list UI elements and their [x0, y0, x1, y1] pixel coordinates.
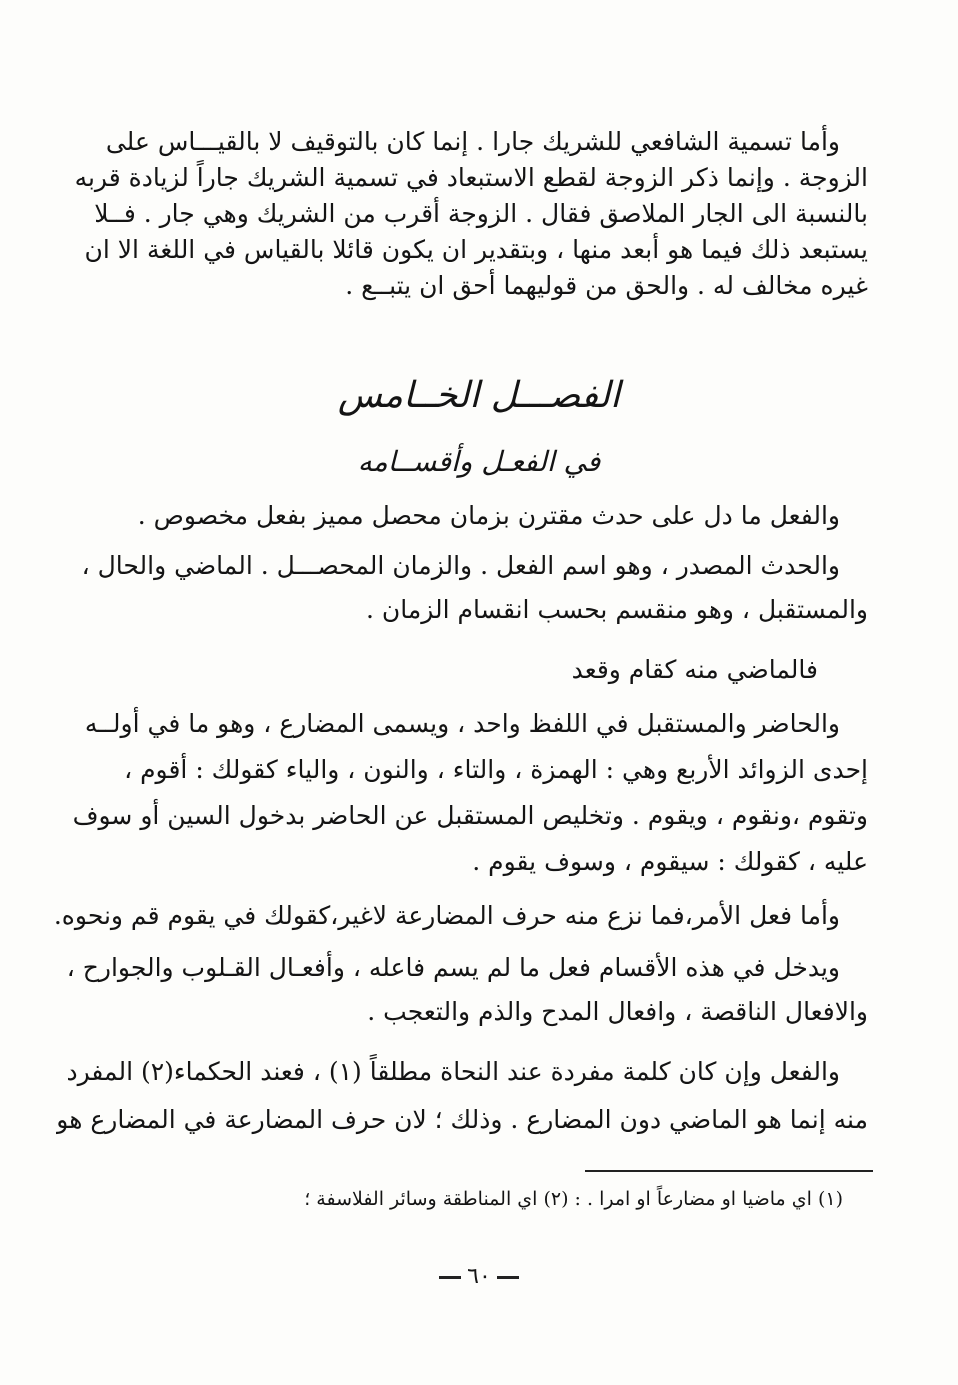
page-number-value: ٦٠	[467, 1264, 491, 1289]
chapter-title: الفصـــل الخــامس	[337, 375, 621, 416]
includes-line-1: ويدخل في هذه الأقسام فعل ما لم يسم فاعله ، وأفعـال القـلوب والجوارح ،	[66, 953, 840, 982]
hadath-line-2: والمستقبل ، وهو منقسم بحسب انقسام الزمان .	[365, 595, 868, 624]
present-line-3: وتقوم ،ونقوم ، ويقوم . وتخليص المستقبل عن الحاضر بدخول السين أو سوف	[72, 801, 868, 830]
imperative-line: وأما فعل الأمر،فما نزع منه حرف المضارعة لاغير،كقولك في يقوم قم ونحوه.	[53, 901, 840, 930]
philosophers-line-2: منه إنما هو الماضي دون المضارع . وذلك ؛ لان حرف المضارعة في المضارع هو	[56, 1105, 868, 1134]
page-number	[0, 1262, 958, 1292]
philosophers-line-1: والفعل وإن كان كلمة مفردة عند النحاة مطلقاً (١) ، فعند الحكماء(٢) المفرد	[66, 1057, 840, 1086]
present-line-2: إحدى الزوائد الأربع وهي : الهمزة ، والتاء ، والنون ، والياء كقولك : أقوم ،	[124, 755, 868, 784]
footnote-text: (١) اي ماضيا او مضارعاً او امرا . : (٢) اي المناطقة وسائر الفلاسفة ؛	[304, 1188, 843, 1210]
intro-line-1: وأما تسمية الشافعي للشريك جارا . إنما كان بالتوقيف لا بالقيـــاس على	[105, 127, 840, 156]
present-line-4: عليه ، كقولك : سيقوم ، وسوف يقوم .	[472, 847, 868, 876]
footnote-divider	[585, 1170, 873, 1172]
intro-line-4: يستبعد ذلك فيما هو أبعد منها ، وبتقدير ان يكون قائلا بالقياس في اللغة الا ان	[84, 235, 868, 264]
definition-line: والفعل ما دل على حدث مقترن بزمان محصل مميز بفعل مخصوص .	[137, 501, 840, 530]
present-line-1: والحاضر والمستقبل في اللفظ واحد ، ويسمى المضارع ، وهو ما في أولــه	[84, 709, 840, 738]
past-example-line: فالماضي منه كقام وقعد	[571, 655, 818, 684]
hadath-line-1: والحدث المصدر ، وهو اسم الفعل . والزمان المحصـــل . الماضي والحال ،	[81, 551, 840, 580]
intro-line-5: غيره مخالف له . والحق من قوليهما أحق ان يتبــع .	[345, 271, 868, 300]
intro-line-3: بالنسبة الى الجار الملاصق فقال . الزوجة أقرب من الشريك وهي جار . فــلا	[94, 199, 868, 228]
intro-line-2: الزوجة . وإنما ذكر الزوجة لقطع الاستبعاد في تسمية الشريك جاراً لزيادة قربه	[74, 163, 868, 192]
chapter-subtitle: في الفعـل وأقســامه	[357, 445, 601, 478]
includes-line-2: والافعال الناقصة ، وافعال المدح والذم والتعجب .	[367, 997, 868, 1026]
left-dash	[497, 1276, 519, 1279]
right-dash	[439, 1276, 461, 1279]
